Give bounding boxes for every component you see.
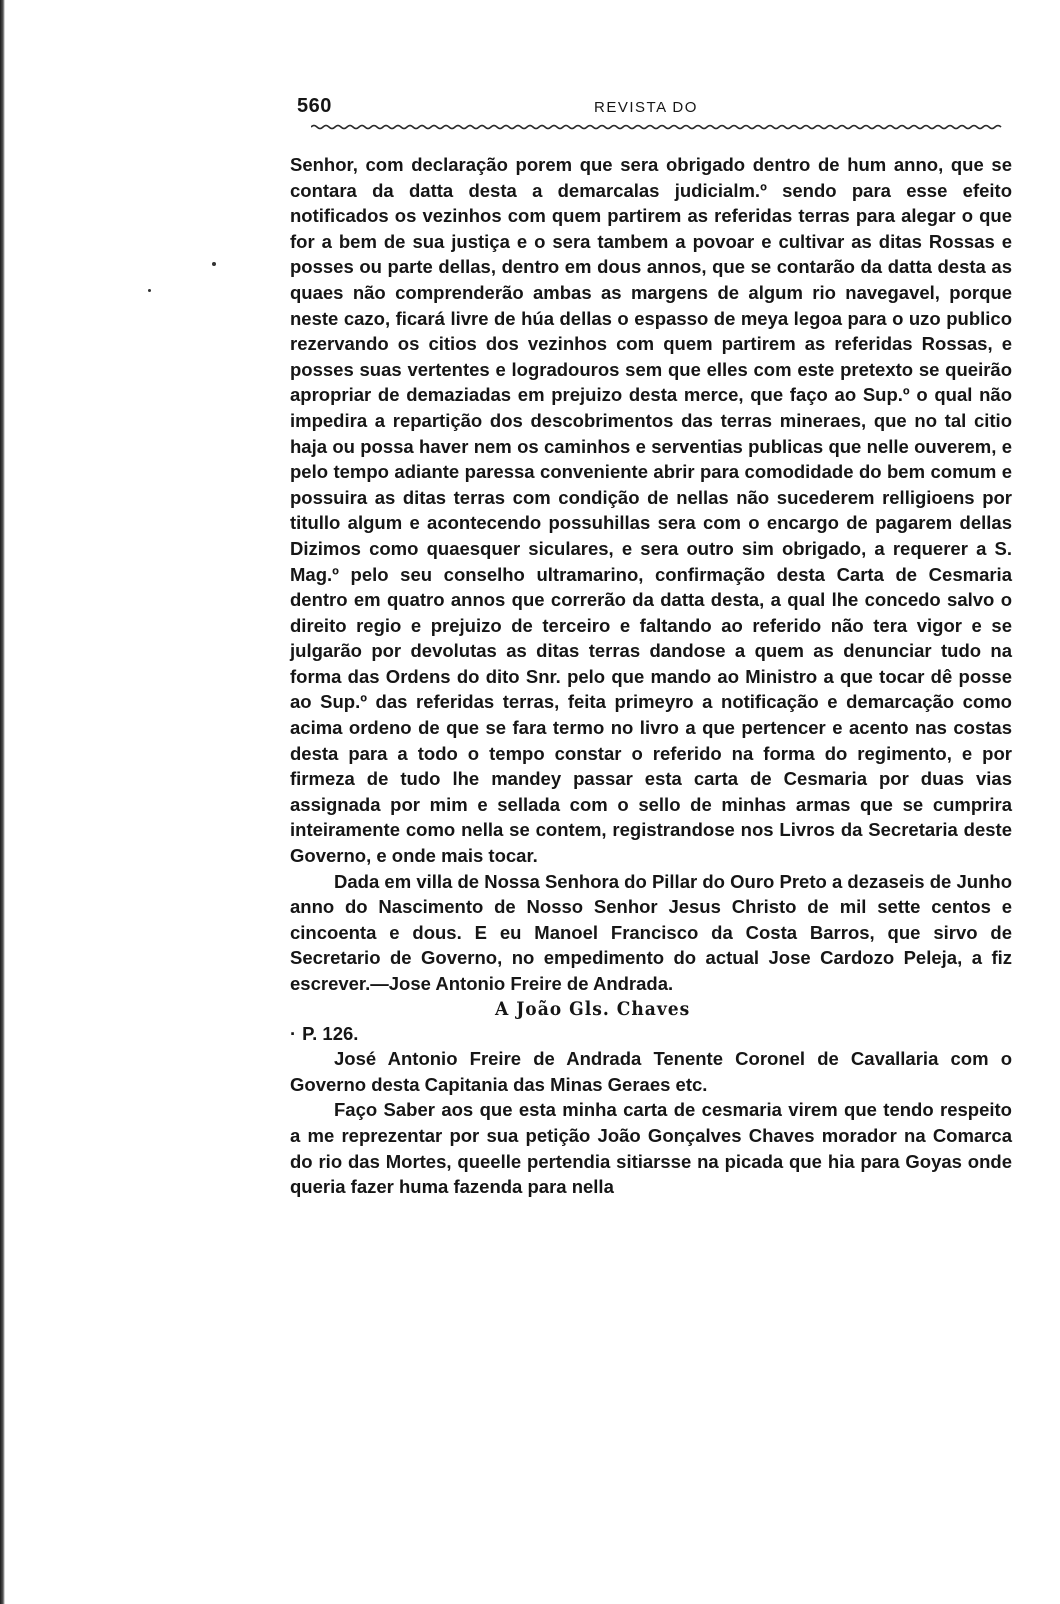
wavy-rule-divider [311,123,1003,131]
paragraph: Dada em villa de Nossa Senhora do Pillar do Ouro Preto a dezaseis de Junho anno do Nascimento de Nosso Senhor Jesus Christo de mil sette centos e cincoenta e dous. E eu Manoel Francisco da Costa Barros, que sirvo de Secretario de Governo, no empedimento do actual Jose Cardozo Peleja, a fiz escrever.—Jose Antonio Freire de Andrada. [290,870,1012,994]
stray-ink-dot [212,262,216,266]
page-number: 560 [297,95,332,117]
reference-bullet: · [290,1022,297,1044]
stray-ink-dot [148,289,151,292]
page-body [290,152,1012,1200]
reference-text: P. 126. [302,1022,359,1044]
page-header [297,95,1015,135]
paragraph: José Antonio Freire de Andrada Tenente Coronel de Cavallaria com o Governo desta Capitania das Minas Geraes etc. [290,1048,1012,1095]
paragraph: Faço Saber aos que esta minha carta de cesmaria virem que tendo respeito a me reprezentar por sua petição João Gonçalves Chaves morador na Comarca do rio das Mortes, queelle pertendia sitiarsse na picada que hia para Goyas onde queria fazer huma fazenda para nella [290,1099,1012,1198]
page-binding-edge [0,0,5,1604]
document-reference [290,1021,1012,1047]
running-head: REVISTA DO [594,99,698,116]
section-title: A João Gls. Chaves [495,997,691,1020]
paragraph: Senhor, com declaração porem que sera obrigado dentro de hum anno, que se contara da datta desta a demarcalas judicialm.º sendo para esse efeito notificados os vezinhos com quem partirem as referidas terras para alegar o que for a bem de sua justiça e o sera tambem a povoar e cultivar as ditas Rossas e posses ou parte dellas, dentro em dous annos, que se contarão da datta desta as quaes não comprenderão ambas as margens de algum rio navegavel, porque neste cazo, ficará livre de húa dellas o espasso de meya legoa para o uzo publico rezervando os citios dos vezinhos com quem partirem as referidas Rossas, e posses suas vertentes e logradouros sem que elles com este pretexto se queirão apropriar de demaziadas em prejuizo desta merce, que faço ao Sup.º o qual não impedira a repartição dos descobrimentos das terras mineraes, que no tal citio haja ou possa haver nem os caminhos e serventias publicas que nelle ouverem, e pelo tempo adiante paressa conveniente abrir para comodidade do bem comum e possuira as ditas terras com condição de nellas não sucederem relligioens por titullo algum e acontecendo possuhillas sera com o encargo de pagarem dellas Dizimos como quaesquer siculares, e sera outro sim obrigado, a requerer a S. Mag.º pelo seu conselho ultramarino, confirmação desta Carta de Cesmaria dentro em quatro annos que correrão da datta desta, a qual lhe concedo salvo o direito regio e prejuizo de terceiro e faltando ao referido não tera vigor e se julgarão por devolutas as ditas terras dandose a quem as denunciar tudo na forma das Ordens do dito Snr. pelo que mando ao Ministro a que tocar dê posse ao Sup.º das referidas terras, feita primeyro a notificação e demarcação como acima ordeno de que se fara termo no livro a que pertencer e acento nas costas desta para a todo o tempo constar o referido na forma do regimento, e por firmeza de tudo lhe mandey passar esta carta de Cesmaria por duas vias assignada por mim e sellada com o sello de minhas armas que se cumprira inteiramente como nella se contem, registrandose nos Livros da Secretaria deste Governo, e onde mais tocar. [290,154,1012,867]
